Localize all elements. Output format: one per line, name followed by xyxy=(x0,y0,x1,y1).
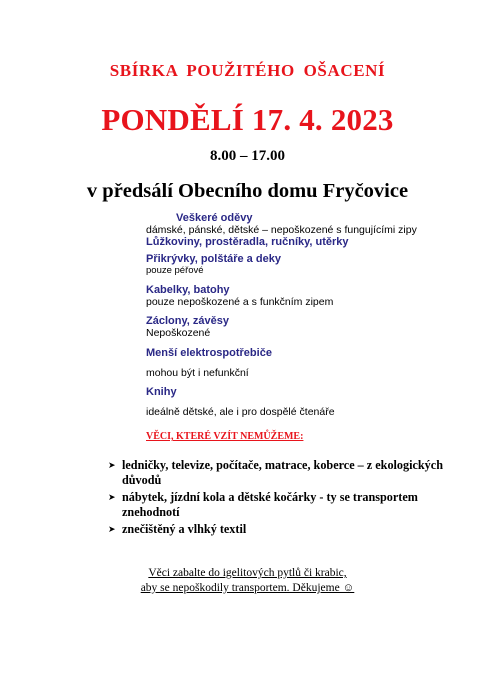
footer-line-1: Věci zabalte do igelitových pytlů či krabic, xyxy=(148,567,347,579)
category-clothes-desc: dámské, pánské, dětské – nepoškozené s fungujícími zipy xyxy=(146,224,417,236)
category-electro: Menší elektrospotřebiče xyxy=(146,347,272,359)
category-bags-desc: pouze nepoškozené a s funkčním zipem xyxy=(146,296,334,308)
category-linens: Lůžkoviny, prostěradla, ručníky, utěrky xyxy=(146,236,349,248)
not-accepted-item-text: znečištěný a vlhký textil xyxy=(122,522,247,536)
category-blankets-desc: pouze péřové xyxy=(146,265,204,276)
event-date: PONDĚLÍ 17. 4. 2023 xyxy=(101,102,394,137)
event-title: SBÍRKA POUŽITÉHO OŠACENÍ xyxy=(109,61,386,80)
category-clothes: Veškeré oděvy xyxy=(176,212,253,224)
event-time: 8.00 – 17.00 xyxy=(210,148,285,164)
not-accepted-list xyxy=(108,458,453,540)
category-bags: Kabelky, batohy xyxy=(146,284,230,296)
arrow-bullet-icon: ➤ xyxy=(108,525,116,535)
event-place: v předsálí Obecního domu Fryčovice xyxy=(86,180,409,202)
not-accepted-item-text: nábytek, jízdní kola a dětské kočárky - ty se transportem znehodnotí xyxy=(122,490,418,519)
category-electro-desc: mohou být i nefunkční xyxy=(146,367,249,379)
not-accepted-item xyxy=(108,490,453,520)
footer-note xyxy=(0,566,495,596)
not-accepted-item xyxy=(108,522,453,538)
not-accepted-item-text: ledničky, televize, počítače, matrace, koberce – z ekologických důvodů xyxy=(122,458,443,487)
category-books: Knihy xyxy=(146,386,177,398)
category-books-desc: ideálně dětské, ale i pro dospělé čtenáře xyxy=(146,406,335,418)
category-curtains-desc: Nepoškozené xyxy=(146,327,211,339)
category-curtains: Záclony, závěsy xyxy=(146,315,229,327)
not-accepted-item xyxy=(108,458,453,488)
not-accepted-heading: VĚCI, KTERÉ VZÍT NEMŮŽEME: xyxy=(146,431,304,442)
footer-line-2: aby se nepoškodily transportem. Děkujeme ☺ xyxy=(140,582,355,594)
category-blankets: Přikrývky, polštáře a deky xyxy=(146,253,281,265)
arrow-bullet-icon: ➤ xyxy=(108,461,116,471)
arrow-bullet-icon: ➤ xyxy=(108,493,116,503)
